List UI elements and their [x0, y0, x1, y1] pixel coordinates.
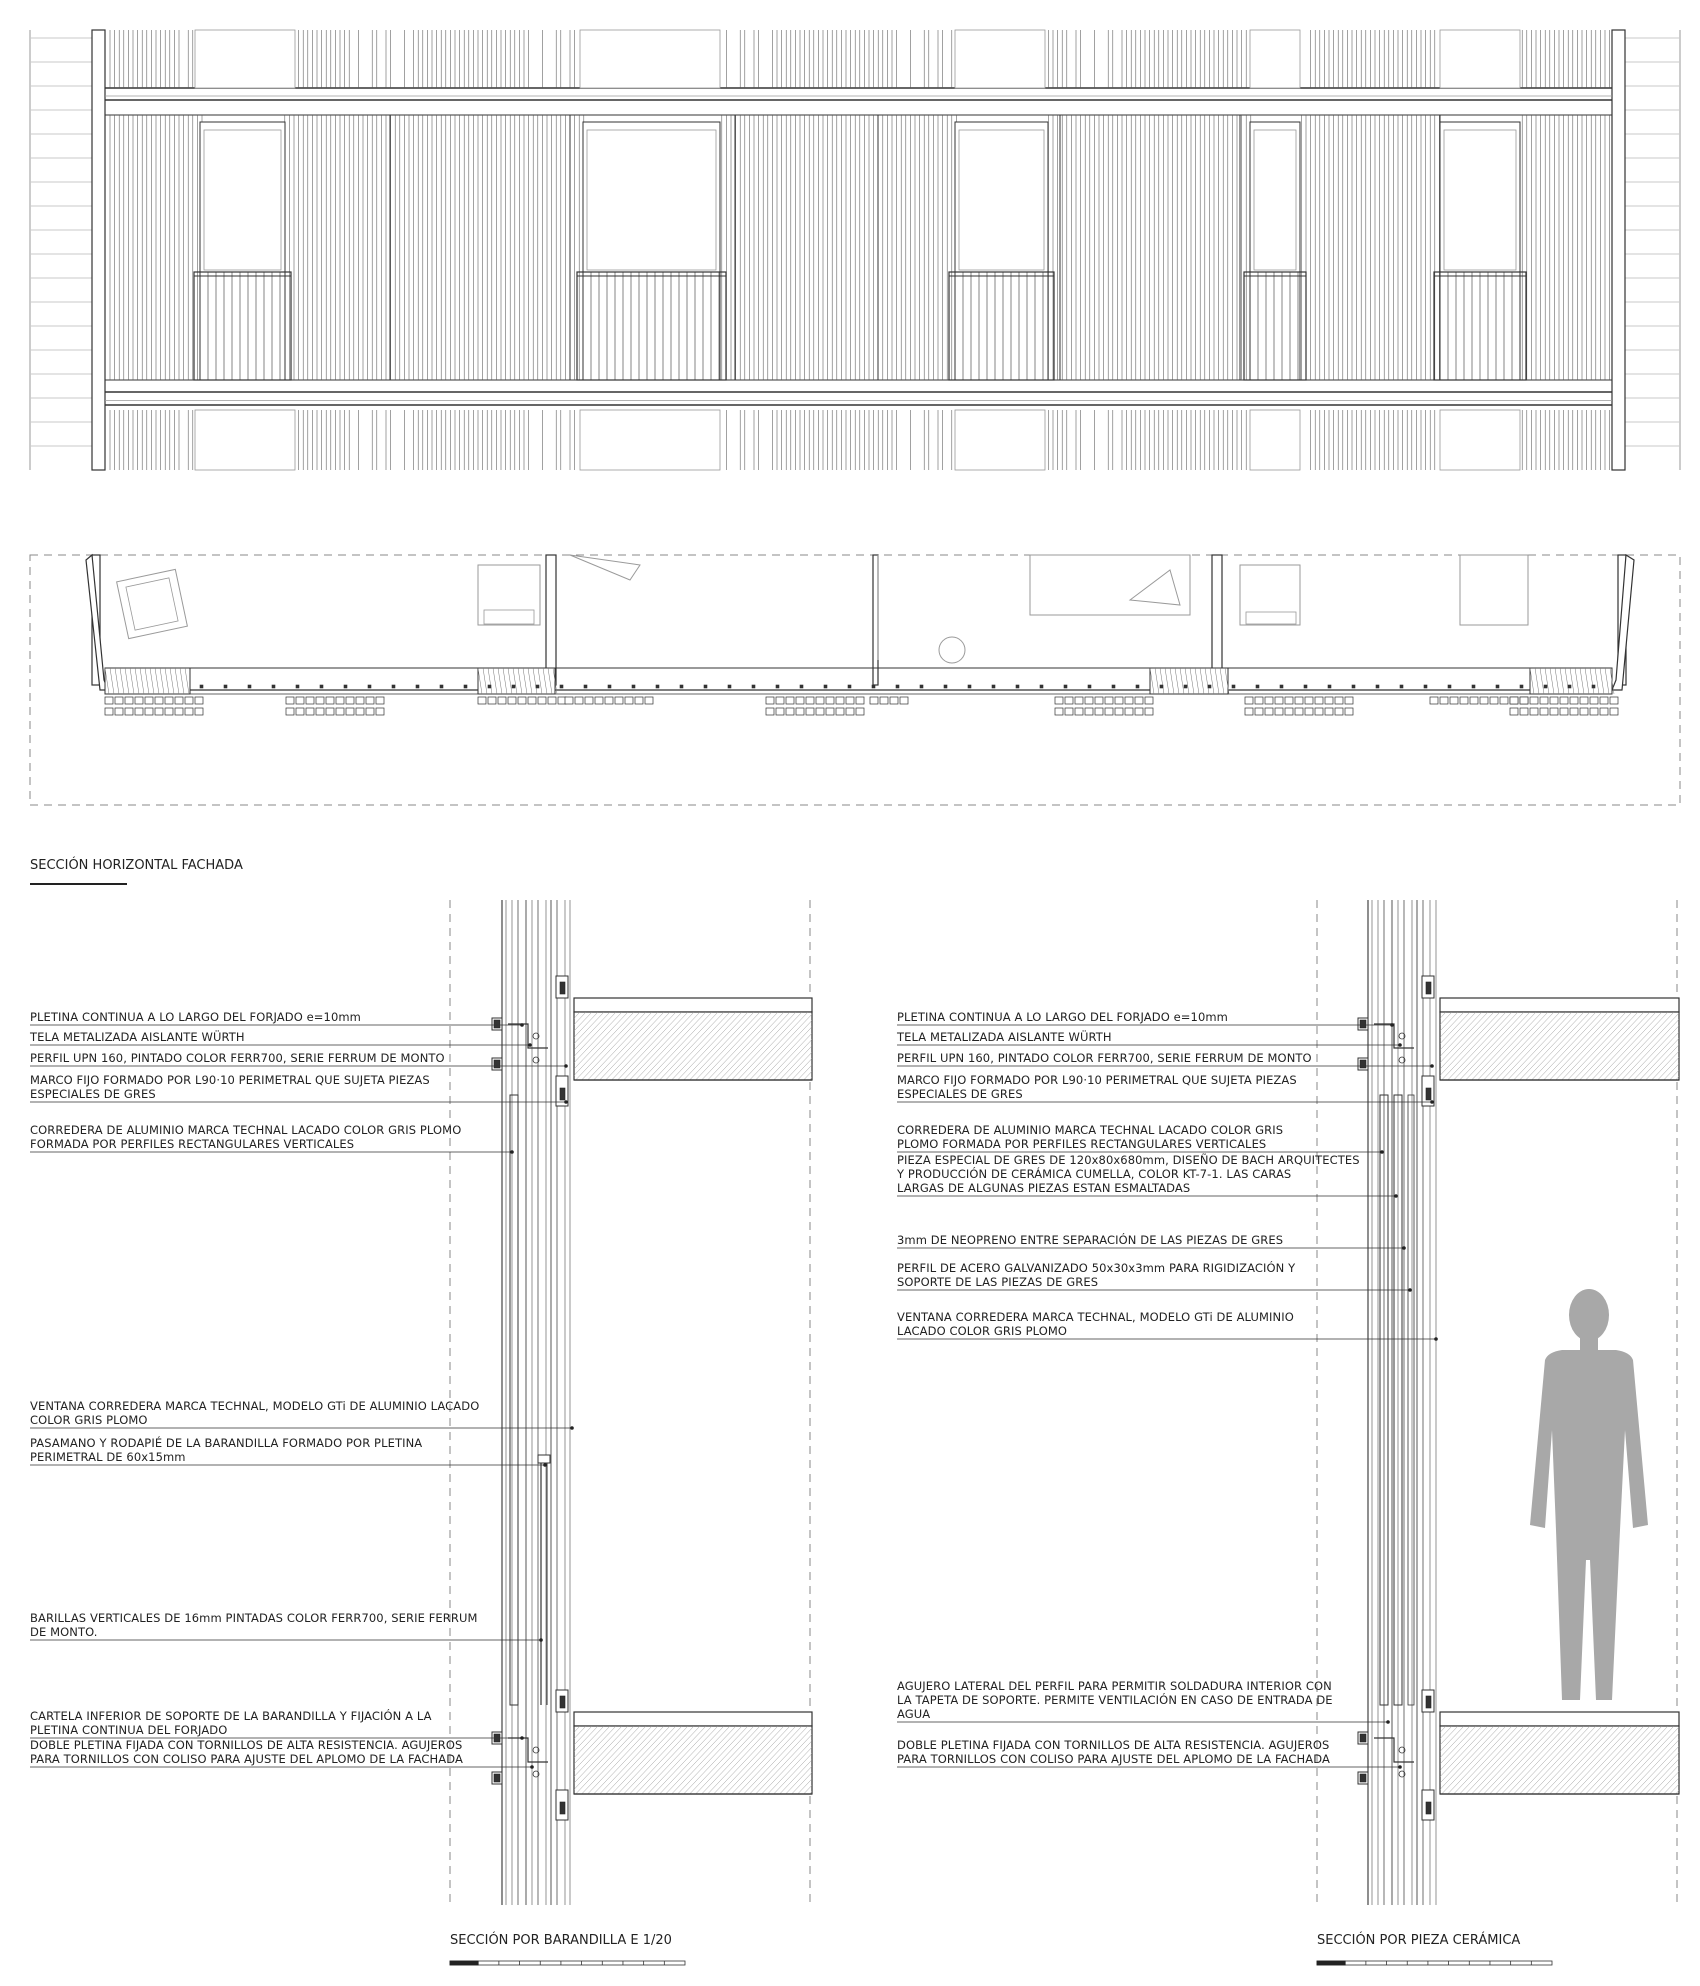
- annotation-text-line: DE MONTO.: [30, 1625, 98, 1639]
- annotation-text-line: COLOR GRIS PLOMO: [30, 1413, 148, 1427]
- annotation-text-line: PERFIL DE ACERO GALVANIZADO 50x30x3mm PARA RIGIDIZACIÓN Y: [897, 1261, 1296, 1275]
- leader-dot: [1408, 1288, 1412, 1292]
- floor-slab: [1340, 976, 1700, 1106]
- annotation-text-line: ESPECIALES DE GRES: [30, 1087, 156, 1101]
- elevation-window: [1434, 122, 1526, 380]
- leader-dot: [543, 1463, 547, 1467]
- right-annotations: [896, 1010, 1438, 1769]
- annotation-text-line: BARILLAS VERTICALES DE 16mm PINTADAS COLOR FERR700, SERIE FERRUM: [30, 1611, 478, 1625]
- annotation-label: [897, 1051, 1434, 1068]
- annotation-text-line: PARA TORNILLOS CON COLISO PARA AJUSTE DEL APLOMO DE LA FACHADA: [30, 1752, 463, 1766]
- annotation-text-line: SOPORTE DE LAS PIEZAS DE GRES: [897, 1275, 1099, 1289]
- annotation-text-line: VENTANA CORREDERA MARCA TECHNAL, MODELO GTi DE ALUMINIO: [897, 1310, 1294, 1324]
- annotation-text-line: PLETINA CONTINUA A LO LARGO DEL FORJADO e=10mm: [30, 1010, 361, 1024]
- leader-dot: [530, 1765, 534, 1769]
- leader-dot: [528, 1043, 532, 1047]
- annotation-text-line: TELA METALIZADA AISLANTE WÜRTH: [30, 1030, 245, 1044]
- annotation-text-line: CORREDERA DE ALUMINIO MARCA TECHNAL LACADO COLOR GRIS: [897, 1123, 1284, 1137]
- annotation-text-line: PLETINA CONTINUA DEL FORJADO: [30, 1723, 228, 1737]
- leader-dot: [520, 1023, 524, 1027]
- leader-dot: [1390, 1023, 1394, 1027]
- left-section-title: SECCIÓN POR BARANDILLA E 1/20: [450, 1933, 672, 1948]
- elevation-window: [1244, 122, 1306, 380]
- leader-dot: [1398, 1765, 1402, 1769]
- annotation-label: [897, 1123, 1384, 1154]
- horizontal-section-plan: [30, 555, 1680, 805]
- annotation-label: [30, 1073, 568, 1104]
- leader-dot: [539, 1638, 543, 1642]
- annotation-text-line: PERFIL UPN 160, PINTADO COLOR FERR700, SERIE FERRUM DE MONTO: [897, 1051, 1312, 1065]
- right-section-title: SECCIÓN POR PIEZA CERÁMICA: [1317, 1933, 1521, 1948]
- annotation-text-line: LARGAS DE ALGUNAS PIEZAS ESTAN ESMALTADAS: [897, 1181, 1191, 1195]
- annotation-text-line: MARCO FIJO FORMADO POR L90·10 PERIMETRAL QUE SUJETA PIEZAS: [897, 1073, 1297, 1087]
- elevation-window: [949, 122, 1054, 380]
- scale-bar-right: [1317, 1961, 1552, 1965]
- annotation-text-line: CARTELA INFERIOR DE SOPORTE DE LA BARANDILLA Y FIJACIÓN A LA: [30, 1709, 432, 1723]
- left-brick-band: [30, 30, 92, 470]
- annotation-label: [30, 1435, 547, 1467]
- annotation-text-line: PARA TORNILLOS CON COLISO PARA AJUSTE DEL APLOMO DE LA FACHADA: [897, 1752, 1330, 1766]
- leader-dot: [1386, 1720, 1390, 1724]
- annotation-label: [897, 1310, 1438, 1341]
- floor-slab: [1340, 1690, 1700, 1820]
- leader-dot: [1402, 1246, 1406, 1250]
- annotation-text-line: DOBLE PLETINA FIJADA CON TORNILLOS DE ALTA RESISTENCIA. AGUJEROS: [897, 1738, 1330, 1752]
- annotation-text-line: CORREDERA DE ALUMINIO MARCA TECHNAL LACADO COLOR GRIS PLOMO: [30, 1123, 462, 1137]
- floor-slab: [474, 1690, 886, 1820]
- annotation-text-line: LA TAPETA DE SOPORTE. PERMITE VENTILACIÓN EN CASO DE ENTRADA DE: [897, 1693, 1333, 1707]
- annotation-text-line: AGUA: [897, 1707, 931, 1721]
- human-silhouette: [1530, 1289, 1648, 1700]
- horizontal-section-title: SECCIÓN HORIZONTAL FACHADA: [30, 858, 243, 873]
- annotation-text-line: PLOMO FORMADA POR PERFILES RECTANGULARES VERTICALES: [897, 1137, 1267, 1151]
- leader-dot: [1430, 1100, 1434, 1104]
- annotation-text-line: MARCO FIJO FORMADO POR L90·10 PERIMETRAL QUE SUJETA PIEZAS: [30, 1073, 430, 1087]
- leader-dot: [520, 1736, 524, 1740]
- annotation-text-line: 3mm DE NEOPRENO ENTRE SEPARACIÓN DE LAS PIEZAS DE GRES: [897, 1233, 1284, 1247]
- annotation-text-line: AGUJERO LATERAL DEL PERFIL PARA PERMITIR SOLDADURA INTERIOR CON: [897, 1679, 1332, 1693]
- leader-dot: [564, 1100, 568, 1104]
- elevation-window: [577, 122, 726, 380]
- leader-dot: [510, 1150, 514, 1154]
- annotation-label: [30, 1051, 568, 1068]
- annotation-text-line: VENTANA CORREDERA MARCA TECHNAL, MODELO GTi DE ALUMINIO LACADO: [30, 1399, 480, 1413]
- annotation-text-line: PASAMANO Y RODAPIÉ DE LA BARANDILLA FORMADO POR PLETINA: [30, 1436, 423, 1450]
- annotation-label: [896, 1152, 1398, 1198]
- annotation-text-line: FORMADA POR PERFILES RECTANGULARES VERTICALES: [30, 1137, 355, 1151]
- annotation-label: [30, 1123, 514, 1154]
- annotation-label: [897, 1679, 1390, 1724]
- left-annotations: [29, 1010, 574, 1769]
- right-brick-band: [1625, 30, 1680, 470]
- leader-dot: [1430, 1064, 1434, 1068]
- leader-dot: [1394, 1194, 1398, 1198]
- annotation-text-line: LACADO COLOR GRIS PLOMO: [897, 1324, 1068, 1338]
- annotation-label: [897, 1260, 1412, 1292]
- annotation-label: [897, 1738, 1402, 1769]
- section-barandilla: [450, 900, 886, 1905]
- annotation-label: [29, 1028, 532, 1047]
- scale-bar-left: [450, 1961, 685, 1965]
- annotation-text-line: PERFIL UPN 160, PINTADO COLOR FERR700, SERIE FERRUM DE MONTO: [30, 1051, 445, 1065]
- annotation-label: [897, 1073, 1434, 1104]
- annotation-text-line: PIEZA ESPECIAL DE GRES DE 120x80x680mm, DISEÑO DE BACH ARQUITECTES: [897, 1153, 1360, 1167]
- annotation-text-line: PERIMETRAL DE 60x15mm: [30, 1450, 186, 1464]
- annotation-text-line: TELA METALIZADA AISLANTE WÜRTH: [897, 1030, 1112, 1044]
- section-ceramic-piece: [1317, 900, 1700, 1905]
- floor-slab: [474, 976, 886, 1106]
- leader-dot: [1380, 1150, 1384, 1154]
- elevation-structure: [92, 30, 1625, 470]
- annotation-label: [897, 1010, 1394, 1027]
- leader-dot: [564, 1064, 568, 1068]
- annotation-text-line: ESPECIALES DE GRES: [897, 1087, 1023, 1101]
- facade-elevation: [30, 30, 1680, 470]
- annotation-text-line: PLETINA CONTINUA A LO LARGO DEL FORJADO e=10mm: [897, 1010, 1228, 1024]
- elevation-window: [194, 122, 291, 380]
- leader-dot: [1398, 1043, 1402, 1047]
- leader-dot: [570, 1426, 574, 1430]
- annotation-text-line: DOBLE PLETINA FIJADA CON TORNILLOS DE ALTA RESISTENCIA. AGUJEROS: [30, 1738, 463, 1752]
- annotation-label: [30, 1611, 543, 1642]
- annotation-text-line: Y PRODUCCIÓN DE CERÁMICA CUMELLA, COLOR KT-7-1. LAS CARAS: [897, 1167, 1292, 1181]
- leader-dot: [1434, 1337, 1438, 1341]
- annotation-label: [30, 1738, 534, 1769]
- annotation-label: [897, 1232, 1406, 1250]
- annotation-label: [30, 1399, 574, 1430]
- annotation-label: [896, 1028, 1402, 1047]
